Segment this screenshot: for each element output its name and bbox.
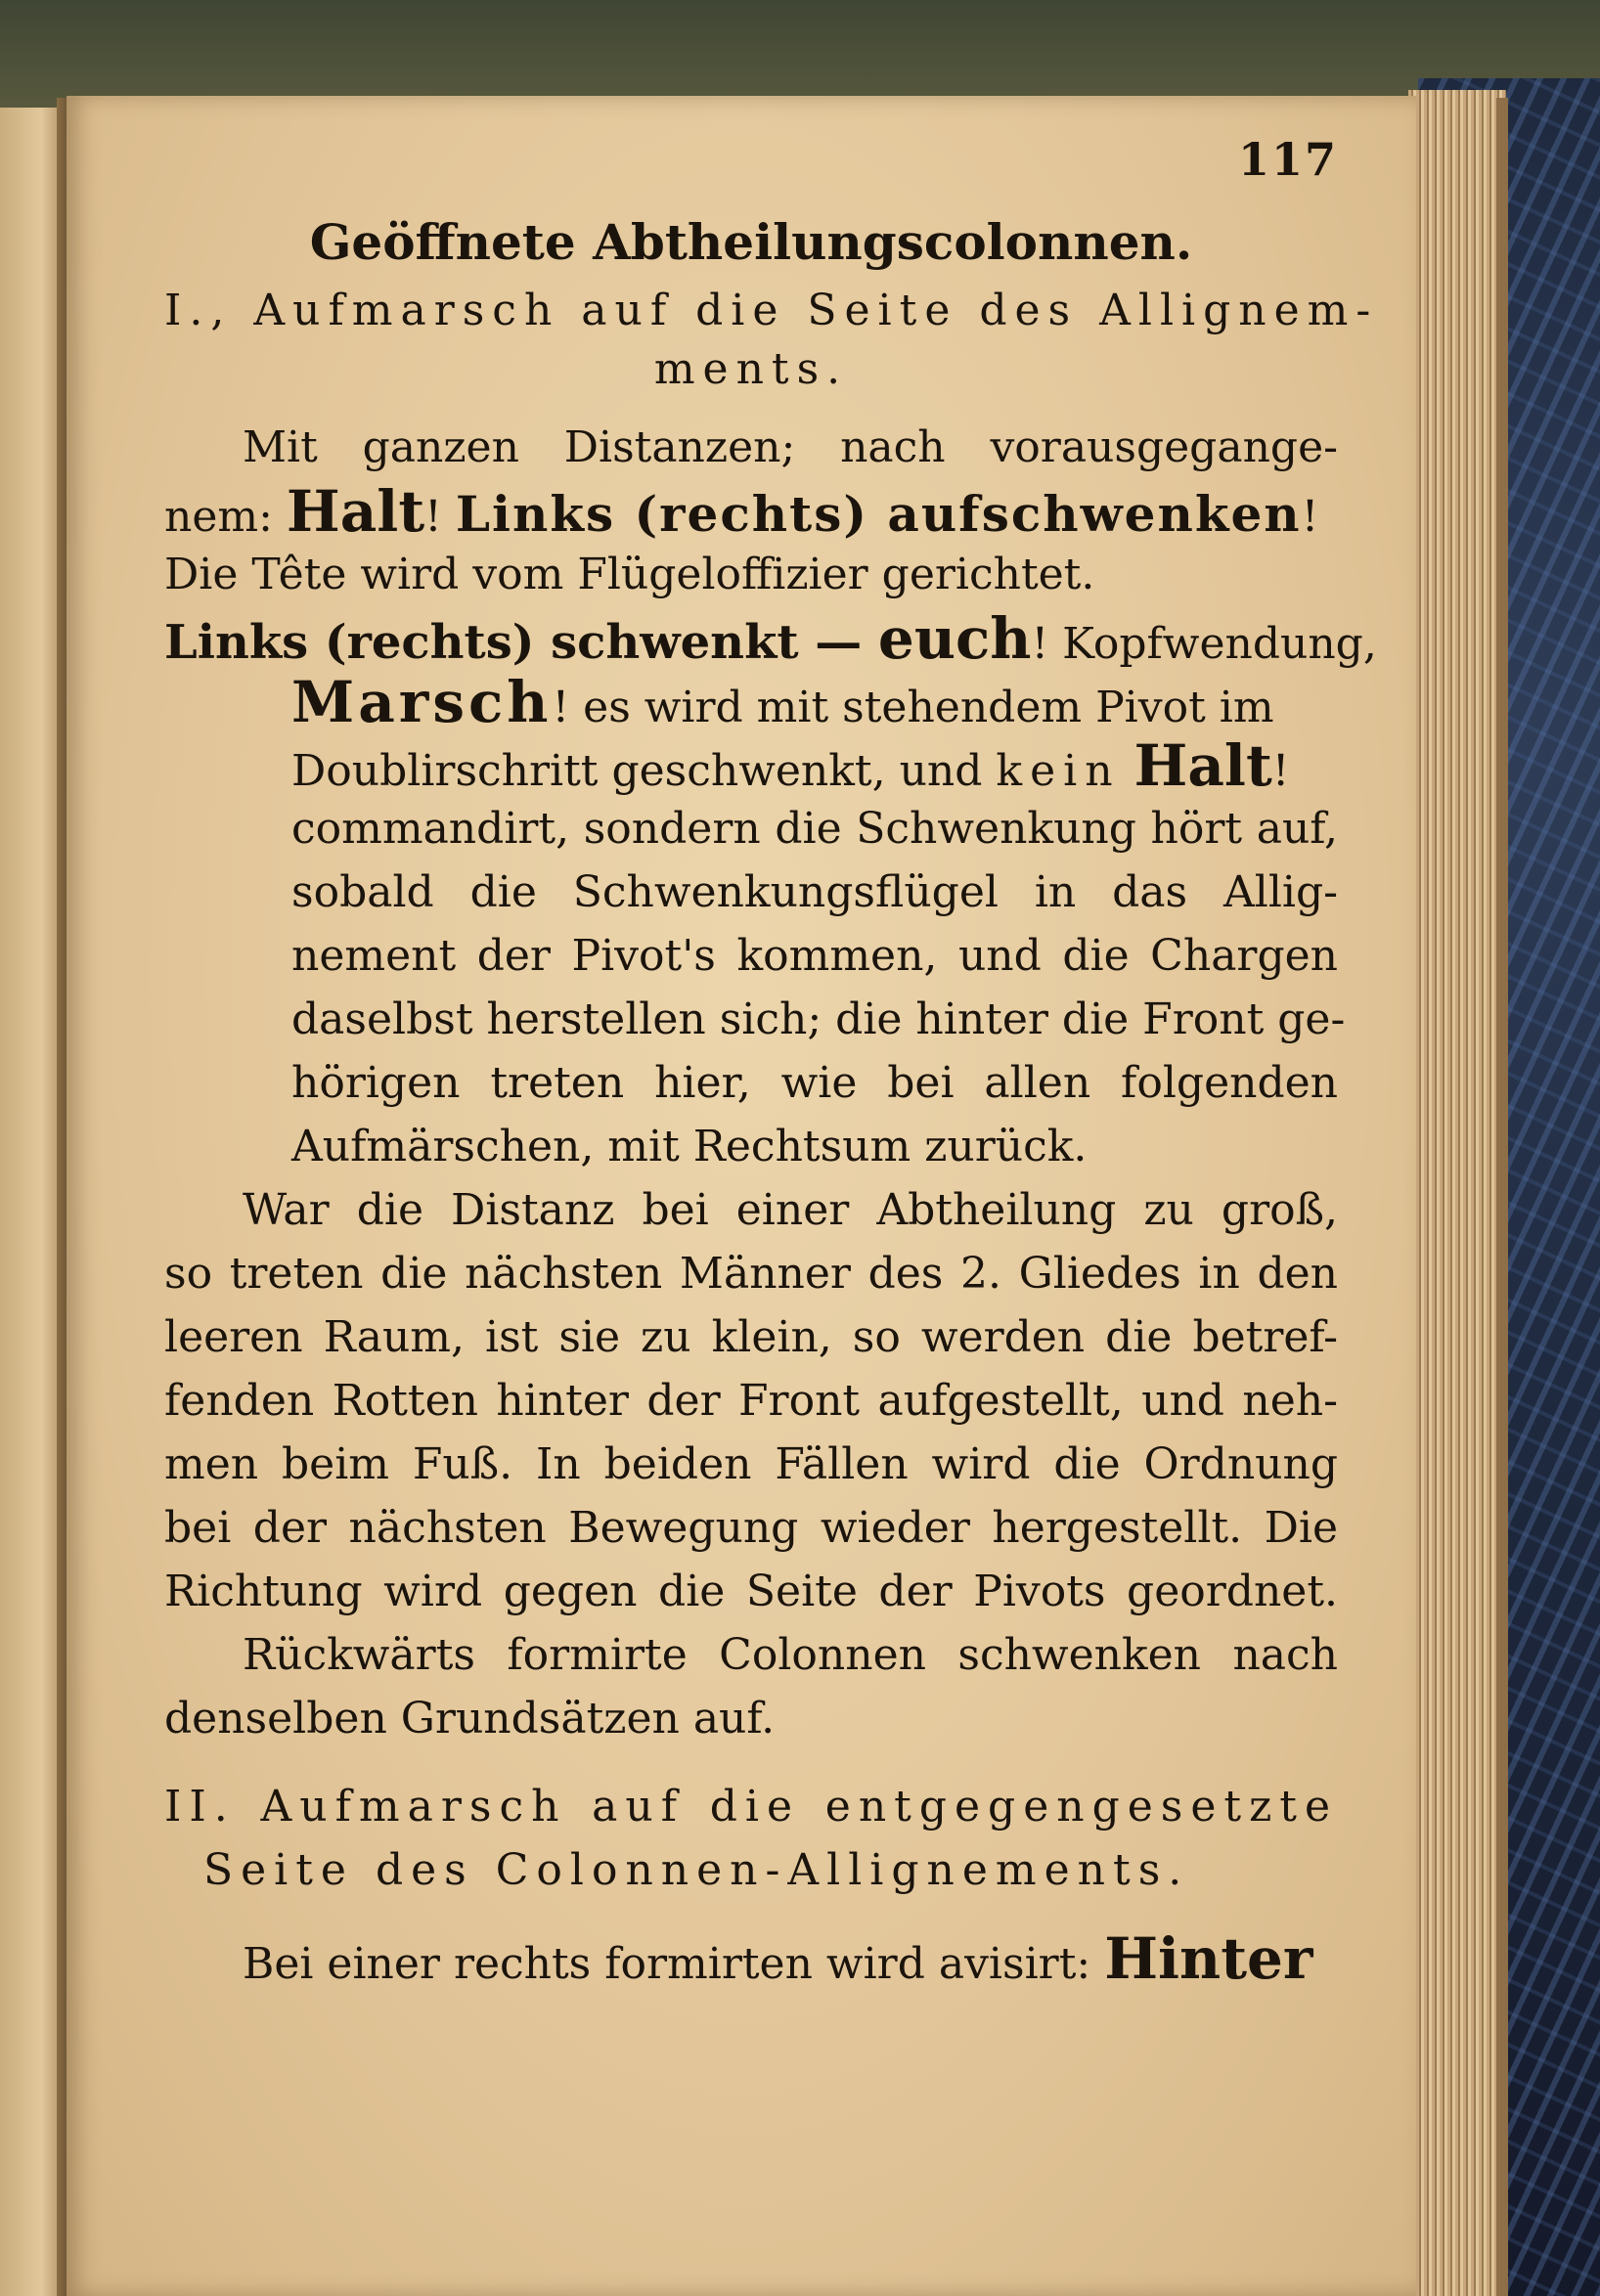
text-segment: Doublirschritt geschwenkt, und — [291, 746, 997, 796]
paragraph-1-line-7: commandirt, sondern die Schwenkung hört auf, — [291, 804, 1338, 854]
text-segment: ! — [1271, 746, 1290, 796]
paragraph-3-line-1: Rückwärts formirte Colonnen schwenken nach — [243, 1630, 1338, 1680]
command-halt-2: Halt — [1133, 732, 1272, 799]
paragraph-1-line-10: daselbst herstellen sich; die hinter die Front ge- — [291, 994, 1346, 1044]
text-segment: ! — [424, 492, 456, 542]
paragraph-1-line-1: Mit ganzen Distanzen; nach vorausgegange- — [243, 422, 1338, 472]
paragraph-4-line-1 — [164, 1925, 1338, 1994]
section-2-title-line-2: Seite des Colonnen-Allignements. — [203, 1845, 1190, 1895]
paragraph-3-line-2: denselben Grundsätzen auf. — [164, 1694, 776, 1744]
text-segment: ! — [1301, 492, 1319, 542]
text-segment: Bei einer rechts formirten wird avisirt: — [243, 1939, 1105, 1989]
paragraph-1-line-8: sobald die Schwenkungsflügel in das Allig- — [291, 867, 1338, 917]
command-halt: Halt — [286, 478, 425, 545]
paragraph-1-line-12: Aufmärschen, mit Rechtsum zurück. — [291, 1122, 1088, 1171]
chapter-heading: Geöffnete Abtheilungscolonnen. — [309, 213, 1193, 271]
section-2-title-line-1: II. Aufmarsch auf die entgegengesetzte — [164, 1782, 1338, 1832]
text-segment: ! Kopfwendung, — [1031, 619, 1377, 669]
command-hinter: Hinter — [1104, 1925, 1313, 1992]
paragraph-1-line-9: nement der Pivot's kommen, und die Chargen — [291, 931, 1338, 981]
section-1-title-line-2: ments. — [653, 344, 849, 394]
paragraph-1-line-5 — [164, 669, 1338, 737]
paragraph-2-line-3: leeren Raum, ist sie zu klein, so werden die betref- — [164, 1312, 1338, 1362]
page-edge-shadow — [1496, 98, 1508, 2296]
paragraph-2-line-6: bei der nächsten Bewegung wieder hergestellt. Die — [164, 1503, 1338, 1553]
page-edges — [1408, 90, 1506, 2296]
paragraph-2-line-2: so treten die nächsten Männer des 2. Gliedes in den — [164, 1249, 1338, 1299]
paragraph-1-line-2 — [164, 478, 1338, 547]
paragraph-1-line-3: Die Tête wird vom Flügeloffizier gerichtet. — [164, 550, 1095, 599]
text-segment — [1121, 746, 1134, 796]
text-segment: ! es wird mit stehendem Pivot im — [552, 683, 1274, 732]
paragraph-2-line-7: Richtung wird gegen die Seite der Pivots geordnet. — [164, 1567, 1338, 1616]
paragraph-2-line-1: War die Distanz bei einer Abtheilung zu groß, — [243, 1185, 1338, 1235]
page-number: 117 — [1237, 133, 1338, 186]
text-segment: nem: — [164, 492, 287, 542]
command-marsch: Marsch — [291, 669, 553, 735]
paragraph-1-line-6 — [164, 732, 1338, 801]
book-page — [67, 96, 1416, 2296]
command-links-aufschwenken: Links (rechts) aufschwenken — [455, 485, 1302, 543]
paragraph-1-line-4 — [164, 605, 1377, 674]
paragraph-2-line-5: men beim Fuß. In beiden Fällen wird die Ordnung — [164, 1439, 1338, 1489]
paragraph-1-line-11: hörigen treten hier, wie bei allen folgenden — [291, 1058, 1338, 1108]
section-1-title-line-1: I., Aufmarsch auf die Seite des Allignem- — [164, 286, 1379, 335]
command-euch: euch — [877, 605, 1032, 672]
command-links-schwenkt: Links (rechts) schwenkt — — [164, 615, 878, 670]
emphasis-kein: kein — [996, 746, 1121, 796]
paragraph-2-line-4: fenden Rotten hinter der Front aufgestellt, und neh- — [164, 1376, 1338, 1426]
